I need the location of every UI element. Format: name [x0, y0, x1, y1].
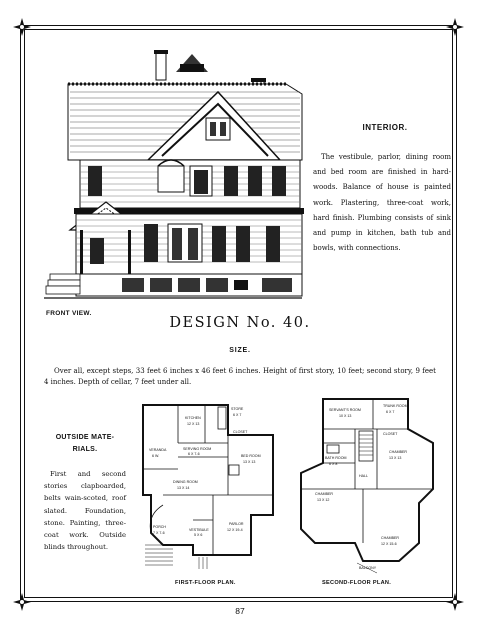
second-floor-caption: SECOND-FLOOR PLAN. — [322, 580, 392, 586]
dining-room-label: DINING ROOM — [173, 480, 198, 484]
bed-room-size: 13 X 13 — [243, 460, 256, 464]
frame-right — [456, 25, 457, 602]
outside-materials-heading: OUTSIDE MATE-RIALS. — [55, 434, 115, 453]
outside-materials-text: First and second stories clapboarded, belts wain-scoted, roof slated. Foundation, stone. Painting, three-coat work. Outside blinds throughout. — [44, 470, 126, 552]
vestibule-label: VESTIBULE — [189, 528, 209, 532]
porch-label: PORCH — [153, 525, 166, 529]
second-floor-plan — [293, 393, 443, 575]
chamber-1-size: 13 X 13 — [389, 456, 402, 460]
frame-bottom — [20, 601, 457, 602]
frame-left-inner — [24, 29, 25, 598]
chamber-2-label: CHAMBER — [315, 492, 333, 496]
first-floor-plan — [133, 395, 283, 575]
bath-room-size: 6 X 8 — [329, 462, 338, 466]
parlor-size: 12 X 19-4 — [227, 528, 243, 532]
vestibule-size: 5 X 6 — [194, 533, 203, 537]
balcony-label: BALCONY — [359, 566, 377, 570]
frame-top — [20, 25, 457, 26]
frame-left — [20, 25, 21, 602]
store-label: STORE — [231, 407, 244, 411]
size-text: Over all, except steps, 33 feet 6 inches x 46 feet 6 inches. Height of first story, 10 feet; second story, 9 feet 4 inches. Depth of cellar, 7 feet under all. — [44, 367, 436, 386]
corner-ornament-icon — [13, 593, 31, 611]
page-number: 87 — [235, 606, 245, 616]
serving-room-size: 6 X 7-6 — [188, 452, 200, 456]
hall-label: HALL — [359, 474, 368, 478]
front-view-caption: FRONT VIEW. — [46, 310, 92, 317]
size-heading: SIZE. — [229, 347, 251, 354]
first-floor-caption: FIRST-FLOOR PLAN. — [175, 580, 236, 586]
closet-label: CLOSET — [233, 430, 248, 434]
kitchen-label: KITCHEN — [185, 416, 201, 420]
trunk-room-label: TRUNK ROOM — [383, 404, 408, 408]
store-size: 6 X 7 — [233, 413, 242, 417]
interior-text: The vestibule, parlor, dining room and bed room are finished in hard-woods. Balance of house is painted work. Plastering, three-coat work, hard finish. Plumbing consists of sink and pump in kitchen, bath tub and bowls, with connections. — [313, 153, 451, 253]
corner-ornament-icon — [446, 18, 464, 36]
frame-bottom-inner — [24, 597, 453, 598]
frame-right-inner — [452, 29, 453, 598]
corner-ornament-icon — [446, 593, 464, 611]
trunk-room-size: 6 X 7 — [386, 410, 395, 414]
servants-room-size: 10 X 13 — [339, 414, 352, 418]
design-title: DESIGN No. 40. — [169, 315, 311, 331]
veranda-size: 6 W. — [152, 454, 160, 458]
servants-room-label: SERVANT'S ROOM — [329, 408, 361, 412]
dining-room-size: 13 X 14 — [177, 486, 190, 490]
chamber-3-label: CHAMBER — [381, 536, 399, 540]
chamber-1-label: CHAMBER — [389, 450, 407, 454]
interior-heading: INTERIOR. — [362, 123, 408, 132]
chamber-3-size: 12 X 15-6 — [381, 542, 397, 546]
veranda-label: VERANDA — [149, 448, 167, 452]
chamber-2-size: 13 X 12 — [317, 498, 330, 502]
parlor-label: PARLOR — [229, 522, 244, 526]
kitchen-size: 12 X 13 — [187, 422, 200, 426]
serving-room-label: SERVING ROOM — [183, 447, 212, 451]
corner-ornament-icon — [13, 18, 31, 36]
closet-label-2: CLOSET — [383, 432, 398, 436]
bed-room-label: BED ROOM — [241, 454, 261, 458]
frame-top-inner — [24, 29, 453, 30]
porch-size: 7 X 7-6 — [153, 531, 165, 535]
front-view-illustration — [40, 42, 306, 304]
bath-room-label: BATH ROOM — [325, 456, 347, 460]
